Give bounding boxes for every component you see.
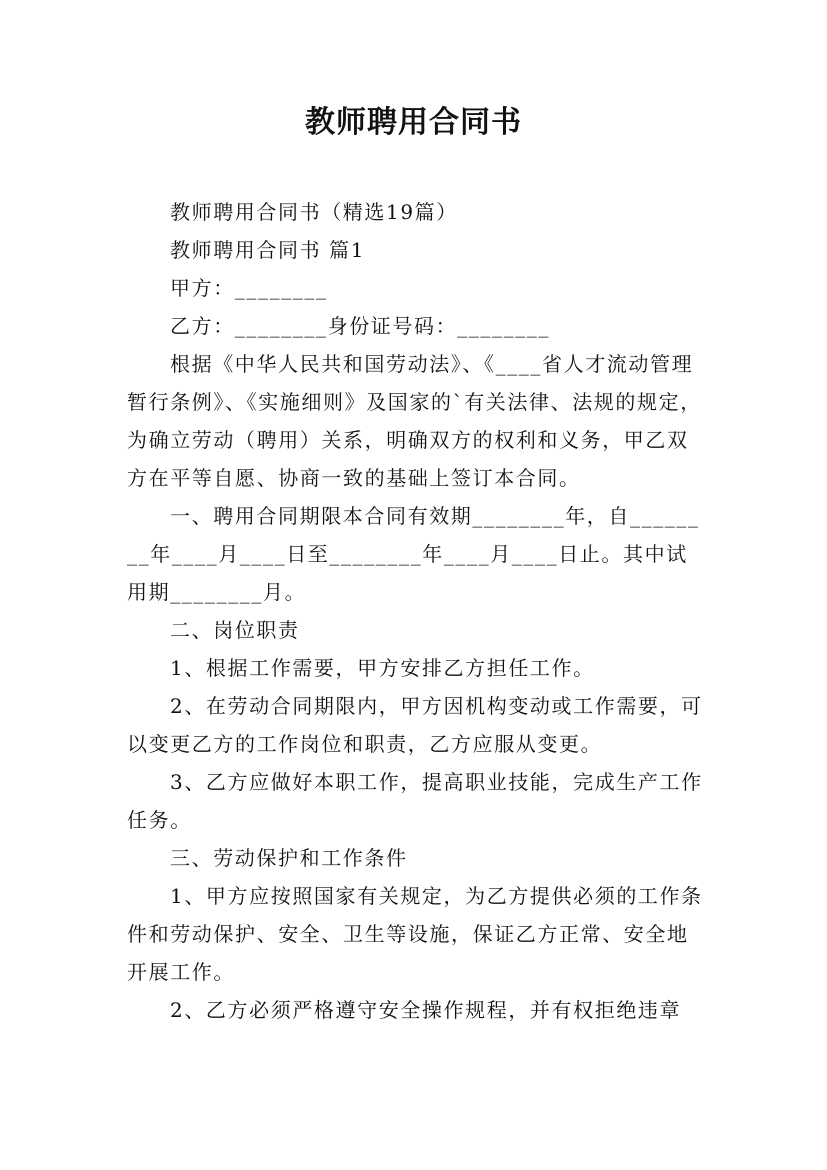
paragraph-term: 一、聘用合同期限本合同有效期________年，自________年____月____日至________年____月____日止。其中试用期________月。: [127, 504, 700, 604]
paragraph-duty-3: 3、乙方应做好本职工作，提高职业技能，完成生产工作任务。: [127, 770, 703, 832]
paragraph-duty-2: 2、在劳动合同期限内，甲方因机构变动或工作需要，可以变更乙方的工作岗位和职责，乙方应服从变更。: [127, 694, 703, 756]
paragraph-basis: 根据《中华人民共和国劳动法》、《____省人才流动管理暂行条例》、《实施细则》及国家的`有关法律、法规的规定，为确立劳动（聘用）关系，明确双方的权利和义务，甲乙双方在平等自愿、协商一致的基础上签订本合同。: [127, 352, 702, 490]
paragraph-party-b: 乙方：________身份证号码：________: [170, 314, 550, 338]
paragraph-protection-heading: 三、劳动保护和工作条件: [170, 846, 408, 870]
paragraph-protection-2: 2、乙方必须严格遵守安全操作规程，并有权拒绝违章: [170, 998, 682, 1022]
document-title: 教师聘用合同书: [305, 105, 522, 140]
paragraph-duty-1: 1、根据工作需要，甲方安排乙方担任工作。: [170, 656, 595, 680]
paragraph-protection-1: 1、甲方应按照国家有关规定，为乙方提供必须的工作条件和劳动保护、安全、卫生等设施，保证乙方正常、安全地开展工作。: [127, 884, 703, 984]
paragraph-subtitle: 教师聘用合同书（精选19篇）: [170, 200, 458, 224]
document-body: [127, 193, 707, 1029]
paragraph-duties-heading: 二、岗位职责: [170, 618, 300, 642]
paragraph-section-heading: 教师聘用合同书 篇1: [170, 238, 366, 262]
paragraph-party-a: 甲方：________: [170, 276, 328, 300]
